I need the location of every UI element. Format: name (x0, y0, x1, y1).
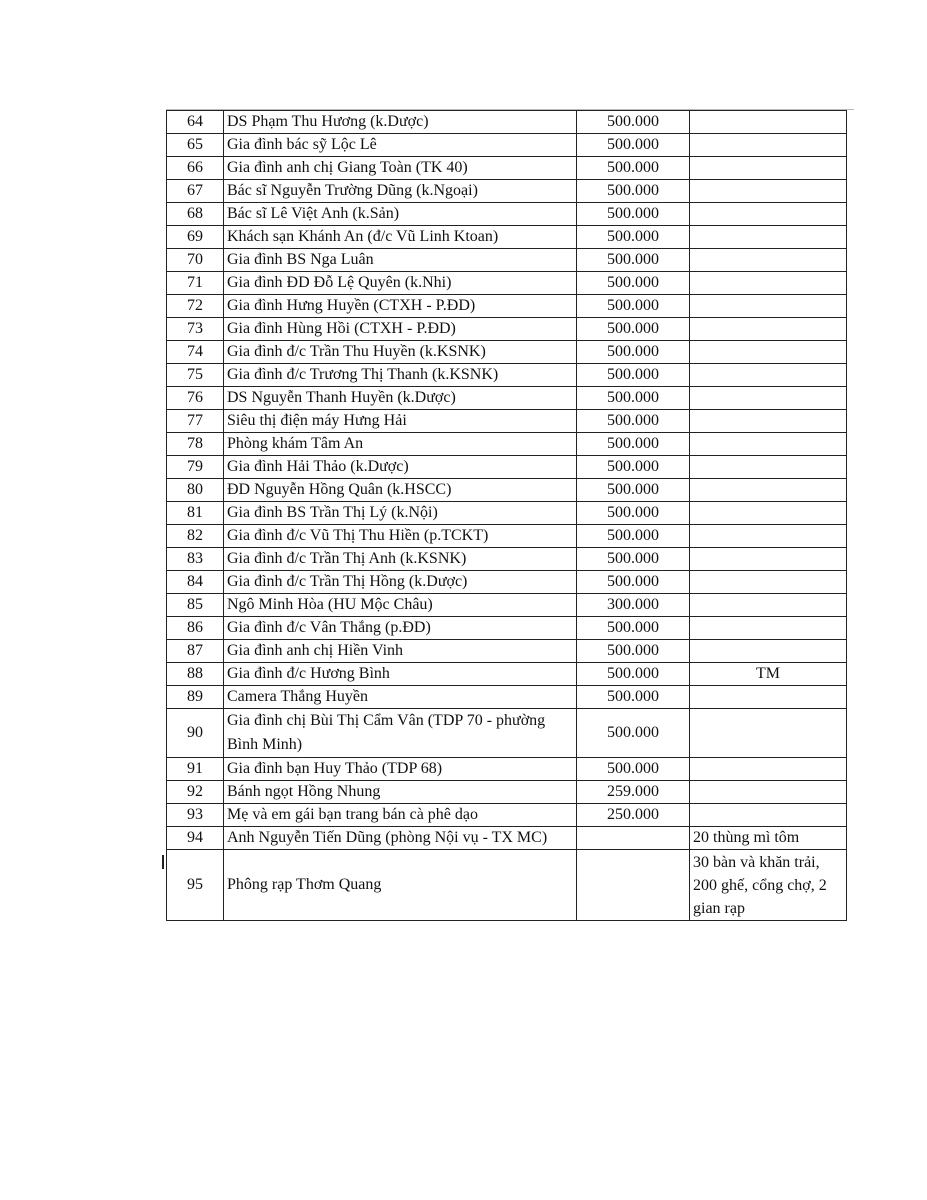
donor-name: Phòng khám Tâm An (224, 433, 577, 456)
row-number: 66 (167, 157, 224, 180)
donation-amount: 500.000 (577, 758, 690, 781)
donor-name: Gia đình Hưng Huyền (CTXH - P.ĐD) (224, 295, 577, 318)
table-row (167, 387, 847, 410)
row-number: 76 (167, 387, 224, 410)
table-row (167, 272, 847, 295)
table-row (167, 663, 847, 686)
table-row (167, 295, 847, 318)
row-number: 74 (167, 341, 224, 364)
donation-note (690, 180, 847, 203)
donor-name: ĐD Nguyễn Hồng Quân (k.HSCC) (224, 479, 577, 502)
donation-note (690, 548, 847, 571)
donation-amount: 500.000 (577, 502, 690, 525)
donation-note (690, 686, 847, 709)
donation-note (690, 640, 847, 663)
table-row (167, 111, 847, 134)
row-number: 85 (167, 594, 224, 617)
donation-note (690, 571, 847, 594)
donation-amount: 500.000 (577, 249, 690, 272)
donation-amount: 500.000 (577, 479, 690, 502)
row-number: 69 (167, 226, 224, 249)
table-row (167, 548, 847, 571)
table-row (167, 827, 847, 850)
donation-note (690, 758, 847, 781)
donor-name: DS Nguyễn Thanh Huyền (k.Dược) (224, 387, 577, 410)
donor-name: Bác sĩ Lê Việt Anh (k.Sản) (224, 203, 577, 226)
donation-amount: 500.000 (577, 295, 690, 318)
table-row (167, 594, 847, 617)
donation-note (690, 804, 847, 827)
table-row (167, 180, 847, 203)
donation-note (690, 318, 847, 341)
donation-amount (577, 827, 690, 850)
donation-note (690, 594, 847, 617)
donation-note (690, 433, 847, 456)
donation-amount: 500.000 (577, 341, 690, 364)
row-number: 64 (167, 111, 224, 134)
row-number: 84 (167, 571, 224, 594)
donation-note (690, 272, 847, 295)
row-number: 91 (167, 758, 224, 781)
row-number: 88 (167, 663, 224, 686)
table-row (167, 410, 847, 433)
donation-amount: 500.000 (577, 617, 690, 640)
donation-amount: 500.000 (577, 640, 690, 663)
table-row (167, 709, 847, 758)
donation-table (166, 110, 847, 921)
table-row (167, 781, 847, 804)
donation-note (690, 387, 847, 410)
table-row (167, 203, 847, 226)
donation-note: 30 bàn và khăn trải, 200 ghế, cổng chợ, 2 gian rạp (690, 850, 847, 921)
donor-name: Gia đình bác sỹ Lộc Lê (224, 134, 577, 157)
donation-amount: 500.000 (577, 364, 690, 387)
row-number: 83 (167, 548, 224, 571)
row-number: 94 (167, 827, 224, 850)
donation-amount: 500.000 (577, 686, 690, 709)
row-number: 68 (167, 203, 224, 226)
donor-name: Bác sĩ Nguyễn Trường Dũng (k.Ngoại) (224, 180, 577, 203)
donor-name: Gia đình đ/c Trần Thị Anh (k.KSNK) (224, 548, 577, 571)
donation-sheet (166, 110, 847, 921)
donation-note (690, 456, 847, 479)
donor-name: Mẹ và em gái bạn trang bán cà phê dạo (224, 804, 577, 827)
table-row (167, 433, 847, 456)
donor-name: Ngô Minh Hòa (HU Mộc Châu) (224, 594, 577, 617)
table-row (167, 804, 847, 827)
donation-note: TM (690, 663, 847, 686)
table-row (167, 686, 847, 709)
row-number: 87 (167, 640, 224, 663)
table-row (167, 134, 847, 157)
row-number: 80 (167, 479, 224, 502)
donor-name: Siêu thị điện máy Hưng Hải (224, 410, 577, 433)
donation-note (690, 226, 847, 249)
row-number: 72 (167, 295, 224, 318)
donor-name: Bánh ngọt Hồng Nhung (224, 781, 577, 804)
donation-note (690, 295, 847, 318)
edge-mark (162, 855, 164, 869)
donation-amount: 500.000 (577, 548, 690, 571)
table-row (167, 850, 847, 921)
donor-name: Camera Thắng Huyền (224, 686, 577, 709)
donation-note (690, 111, 847, 134)
row-number: 78 (167, 433, 224, 456)
donation-amount: 500.000 (577, 456, 690, 479)
donation-note (690, 410, 847, 433)
donation-amount: 500.000 (577, 571, 690, 594)
row-number: 90 (167, 709, 224, 758)
donation-amount: 500.000 (577, 180, 690, 203)
table-row (167, 364, 847, 387)
row-number: 73 (167, 318, 224, 341)
donor-name: Gia đình BS Trần Thị Lý (k.Nội) (224, 502, 577, 525)
donation-note (690, 479, 847, 502)
donation-note (690, 364, 847, 387)
row-number: 79 (167, 456, 224, 479)
donation-amount: 500.000 (577, 111, 690, 134)
table-row (167, 571, 847, 594)
table-row (167, 640, 847, 663)
donation-amount: 500.000 (577, 525, 690, 548)
donation-amount: 500.000 (577, 709, 690, 758)
donor-name: Anh Nguyễn Tiến Dũng (phòng Nội vụ - TX MC) (224, 827, 577, 850)
donor-name: Gia đình ĐD Đỗ Lệ Quyên (k.Nhi) (224, 272, 577, 295)
row-number: 71 (167, 272, 224, 295)
donor-name: Gia đình đ/c Hương Bình (224, 663, 577, 686)
row-number: 75 (167, 364, 224, 387)
donor-name: Gia đình đ/c Trần Thu Huyền (k.KSNK) (224, 341, 577, 364)
row-number: 92 (167, 781, 224, 804)
table-row (167, 479, 847, 502)
row-number: 95 (167, 850, 224, 921)
table-row (167, 617, 847, 640)
table-row (167, 226, 847, 249)
row-number: 89 (167, 686, 224, 709)
donation-note (690, 203, 847, 226)
donation-note (690, 249, 847, 272)
donor-name: Gia đình anh chị Giang Toàn (TK 40) (224, 157, 577, 180)
donation-note (690, 709, 847, 758)
donation-amount: 300.000 (577, 594, 690, 617)
donor-name: DS Phạm Thu Hương (k.Dược) (224, 111, 577, 134)
row-number: 82 (167, 525, 224, 548)
row-number: 86 (167, 617, 224, 640)
donation-note (690, 525, 847, 548)
donor-name: Phông rạp Thơm Quang (224, 850, 577, 921)
row-number: 70 (167, 249, 224, 272)
donor-name: Gia đình đ/c Trương Thị Thanh (k.KSNK) (224, 364, 577, 387)
donation-amount: 500.000 (577, 157, 690, 180)
row-number: 93 (167, 804, 224, 827)
donor-name: Gia đình BS Nga Luân (224, 249, 577, 272)
donation-amount: 500.000 (577, 433, 690, 456)
donation-note (690, 781, 847, 804)
donor-name: Gia đình Hải Thảo (k.Dược) (224, 456, 577, 479)
row-number: 67 (167, 180, 224, 203)
donation-amount: 500.000 (577, 272, 690, 295)
donation-note (690, 502, 847, 525)
table-row (167, 456, 847, 479)
table-row (167, 249, 847, 272)
donation-note: 20 thùng mì tôm (690, 827, 847, 850)
donation-amount: 259.000 (577, 781, 690, 804)
donation-note (690, 617, 847, 640)
table-row (167, 758, 847, 781)
row-number: 77 (167, 410, 224, 433)
table-row (167, 525, 847, 548)
donation-note (690, 341, 847, 364)
donation-amount: 500.000 (577, 663, 690, 686)
donation-amount (577, 850, 690, 921)
donor-name: Gia đình đ/c Vân Thắng (p.ĐD) (224, 617, 577, 640)
donation-amount: 250.000 (577, 804, 690, 827)
donor-name: Gia đình chị Bùi Thị Cẩm Vân (TDP 70 - phường Bình Minh) (224, 709, 577, 758)
donor-name: Gia đình bạn Huy Thảo (TDP 68) (224, 758, 577, 781)
table-row (167, 502, 847, 525)
donation-amount: 500.000 (577, 226, 690, 249)
table-body (167, 111, 847, 921)
donor-name: Khách sạn Khánh An (đ/c Vũ Linh Ktoan) (224, 226, 577, 249)
donor-name: Gia đình anh chị Hiền Vinh (224, 640, 577, 663)
donation-amount: 500.000 (577, 203, 690, 226)
row-number: 65 (167, 134, 224, 157)
donation-amount: 500.000 (577, 410, 690, 433)
donation-note (690, 157, 847, 180)
table-row (167, 318, 847, 341)
donor-name: Gia đình đ/c Vũ Thị Thu Hiền (p.TCKT) (224, 525, 577, 548)
table-row (167, 157, 847, 180)
donor-name: Gia đình Hùng Hồi (CTXH - P.ĐD) (224, 318, 577, 341)
donation-amount: 500.000 (577, 318, 690, 341)
row-number: 81 (167, 502, 224, 525)
donation-note (690, 134, 847, 157)
donation-amount: 500.000 (577, 134, 690, 157)
donor-name: Gia đình đ/c Trần Thị Hồng (k.Dược) (224, 571, 577, 594)
donation-amount: 500.000 (577, 387, 690, 410)
table-row (167, 341, 847, 364)
